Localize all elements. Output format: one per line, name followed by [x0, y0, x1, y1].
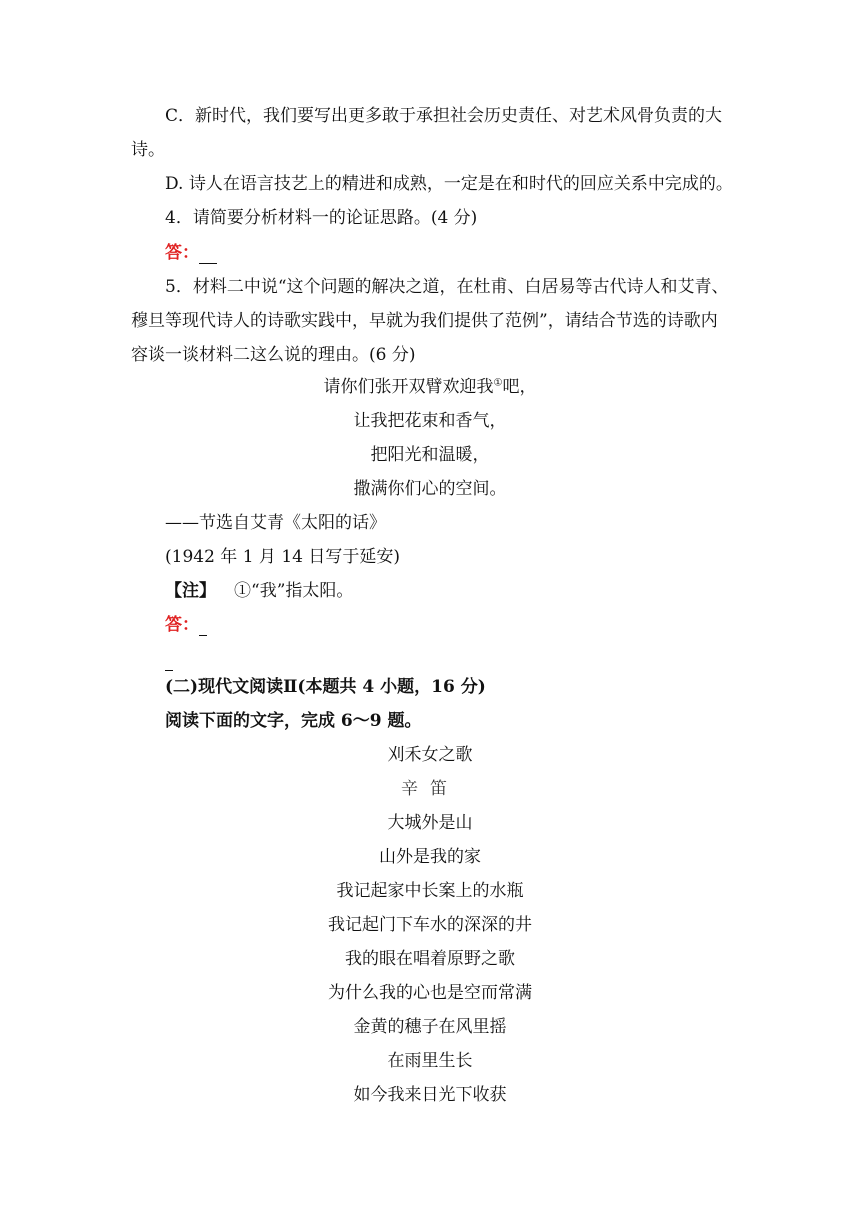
answer-line-2: [165, 615, 207, 636]
poem-line: 在雨里生长: [387, 1051, 473, 1071]
answer-blank[interactable]: [199, 243, 217, 264]
option-c-line-2: 诗。: [131, 140, 165, 160]
answer-blank-continued[interactable]: [165, 650, 173, 671]
footnote-label: 【注】: [165, 581, 216, 601]
question-5-line-1: 5．材料二中说“这个问题的解决之道，在杜甫、白居易等古代诗人和艾青、: [165, 277, 729, 297]
poem-line: 我的眼在唱着原野之歌: [345, 949, 515, 969]
section-instruction: 阅读下面的文字，完成 6～9 题。: [165, 711, 422, 731]
poem-aiqing-line-1: [0, 377, 860, 397]
question-5-line-3: 容谈一谈材料二这么说的理由。(6 分): [131, 345, 416, 365]
poem-line: 为什么我的心也是空而常满: [328, 983, 532, 1003]
poem-aiqing-line-2: 让我把花束和香气，: [353, 411, 507, 431]
poem-line: 金黄的穗子在风里摇: [353, 1017, 507, 1037]
answer-label: 答：: [165, 615, 199, 635]
poem-line-text: 请你们张开双臂欢迎我: [323, 377, 494, 397]
question-4: 4．请简要分析材料一的论证思路。(4 分): [165, 208, 478, 228]
poem-title: 刈禾女之歌: [387, 745, 473, 765]
poem-aiqing-line-3: 把阳光和温暖，: [370, 445, 490, 465]
poem-author: 辛笛: [401, 779, 459, 799]
answer-label: 答：: [165, 243, 199, 263]
poem-line: 我记起家中长案上的水瓶: [336, 881, 524, 901]
poem-line-text: 吧，: [502, 377, 537, 397]
poem-line: 山外是我的家: [379, 847, 481, 867]
poem-line: 大城外是山: [387, 813, 473, 833]
poem-date: (1942 年 1 月 14 日写于延安): [165, 547, 400, 567]
poem-aiqing-line-4: 撒满你们心的空间。: [353, 479, 507, 499]
option-c-line-1: C．新时代，我们要写出更多敢于承担社会历史责任、对艺术风骨负责的大: [165, 106, 723, 126]
section-heading: (二)现代文阅读Ⅱ(本题共 4 小题，16 分): [165, 677, 486, 697]
poem-line: 我记起门下车水的深深的井: [328, 915, 532, 935]
question-5-line-2: 穆旦等现代诗人的诗歌实践中，早就为我们提供了范例”，请结合节选的诗歌内: [131, 311, 718, 331]
footnote-marker: ①: [493, 377, 503, 389]
footnote-text: ①“我”指太阳。: [234, 581, 354, 601]
answer-line-1: [165, 243, 217, 264]
answer-blank[interactable]: [199, 615, 207, 636]
footnote: [165, 581, 353, 601]
poem-source: ——节选自艾青《太阳的话》: [165, 513, 386, 533]
poem-line: 如今我来日光下收获: [353, 1085, 507, 1105]
option-d: D. 诗人在语言技艺上的精进和成熟，一定是在和时代的回应关系中完成的。: [165, 174, 733, 194]
